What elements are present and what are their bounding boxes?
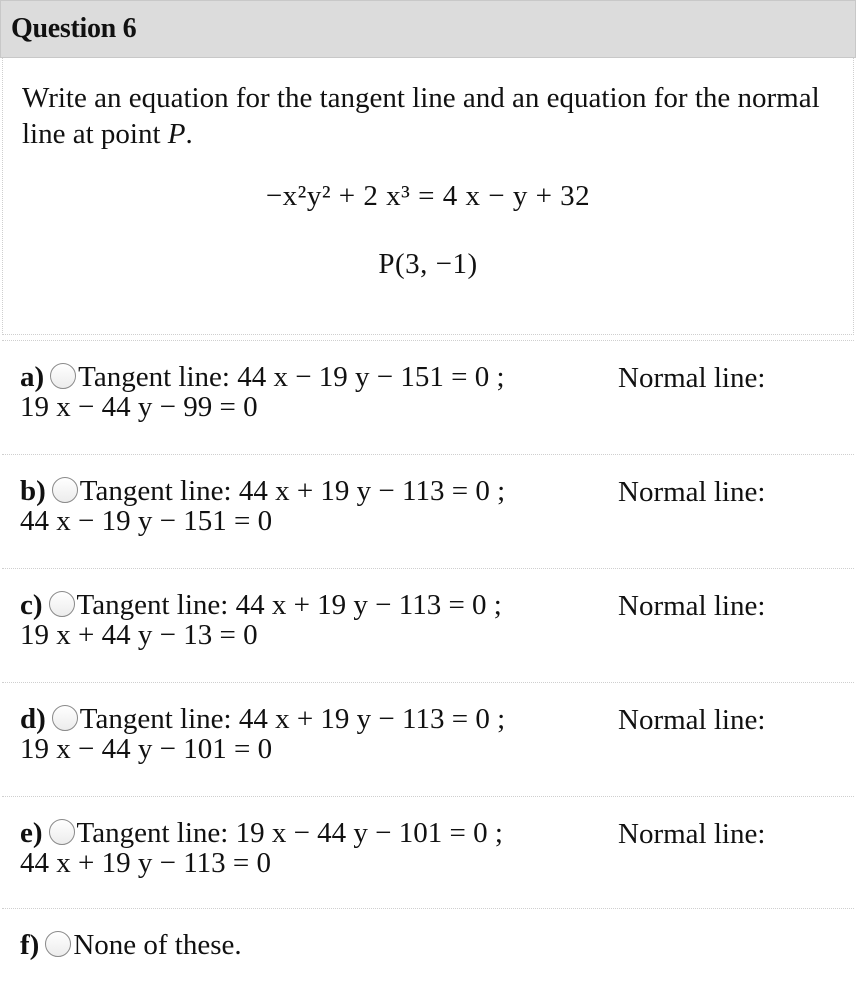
normal-line: 19 x − 44 y − 99 = 0 — [20, 391, 258, 423]
tangent-line: Tangent line: 44 x + 19 y − 113 = 0 ; — [76, 589, 502, 621]
tangent-line: Tangent line: 44 x + 19 y − 113 = 0 ; — [79, 703, 506, 735]
question-header — [0, 0, 856, 58]
choice-letter: a) — [20, 361, 45, 393]
normal-line-label: Normal line: — [618, 704, 766, 736]
divider — [2, 796, 854, 797]
prompt-text — [22, 80, 832, 152]
divider — [2, 340, 854, 341]
radio-button-e[interactable] — [49, 819, 75, 845]
prompt-point-var: P — [167, 118, 186, 150]
tangent-line: Tangent line: 44 x − 19 y − 151 = 0 ; — [78, 361, 505, 393]
tangent-line: Tangent line: 19 x − 44 y − 101 = 0 ; — [76, 817, 503, 849]
normal-line-label: Normal line: — [618, 476, 766, 508]
choice-d[interactable] — [20, 704, 840, 764]
radio-button-f[interactable] — [45, 931, 71, 957]
normal-line: 44 x + 19 y − 113 = 0 — [20, 847, 271, 879]
question-title: Question 6 — [11, 13, 137, 44]
normal-line: 44 x − 19 y − 151 = 0 — [20, 505, 273, 537]
choice-letter: c) — [20, 589, 43, 621]
choice-e[interactable] — [20, 818, 840, 878]
choice-letter: e) — [20, 817, 43, 849]
divider — [2, 682, 854, 683]
normal-line: 19 x − 44 y − 101 = 0 — [20, 733, 273, 765]
choice-f[interactable] — [20, 930, 840, 960]
choice-text: None of these. — [73, 929, 242, 961]
radio-button-c[interactable] — [49, 591, 75, 617]
radio-button-d[interactable] — [52, 705, 78, 731]
normal-line: 19 x + 44 y − 13 = 0 — [20, 619, 258, 651]
divider — [2, 908, 854, 909]
choice-letter: b) — [20, 475, 46, 507]
normal-line-label: Normal line: — [618, 362, 766, 394]
radio-button-b[interactable] — [52, 477, 78, 503]
normal-line-label: Normal line: — [618, 818, 766, 850]
prompt-text-after: . — [185, 118, 193, 150]
implicit-equation: −x²y² + 2 x³ = 4 x − y + 32 — [265, 180, 591, 212]
divider — [2, 568, 854, 569]
given-point: P(3, −1) — [378, 248, 478, 280]
choice-letter: f) — [20, 929, 40, 961]
choice-c[interactable] — [20, 590, 840, 650]
normal-line-label: Normal line: — [618, 590, 766, 622]
choice-b[interactable] — [20, 476, 840, 536]
choice-letter: d) — [20, 703, 46, 735]
radio-button-a[interactable] — [50, 363, 76, 389]
divider — [2, 454, 854, 455]
tangent-line: Tangent line: 44 x + 19 y − 113 = 0 ; — [79, 475, 506, 507]
prompt-text-before: Write an equation for the tangent line and an equation for the normal line at point — [22, 82, 820, 150]
choice-a[interactable] — [20, 362, 840, 422]
